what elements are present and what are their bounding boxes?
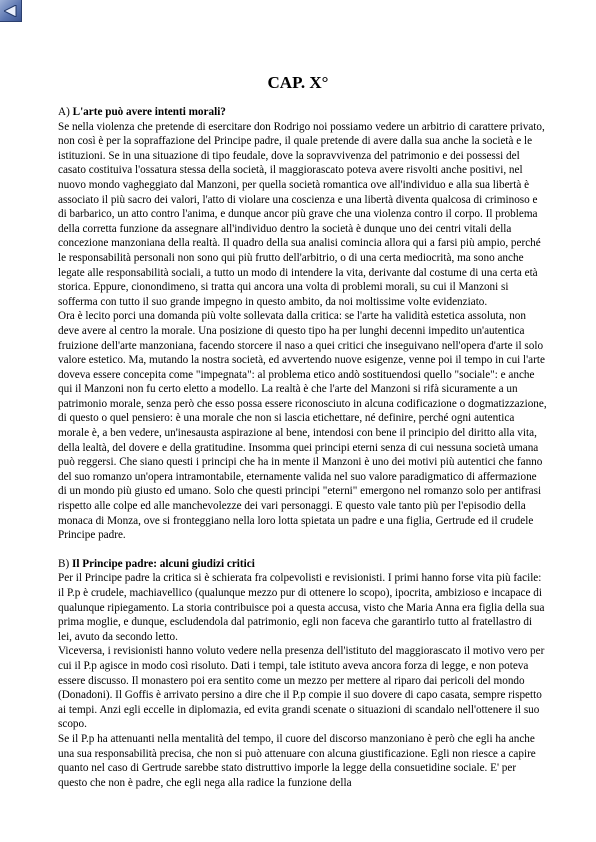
section-letter: B): [58, 557, 72, 570]
paragraph: Viceversa, i revisionisti hanno voluto vedere nella presenza dell'istituto del maggiorascato il motivo vero per cui il P.p agisce in modo così risoluto. Dati i tempi, tale istituto aveva ancora forza di legge, e non poteva essere discusso. Il monastero poi era sentito come un mezzo per mettere al riparo dai pericoli del mondo (Donadoni). Il Goffis è arrivato persino a dire che il P.p compie il suo dovere di capo casata, sempre rispetto ai tempi. Anzi egli eccelle in diplomazia, ed evita grandi scenate o situazioni di scandalo nell'ottenere il suo scopo.: [58, 645, 545, 731]
paragraph: Se nella violenza che pretende di esercitare don Rodrigo noi possiamo vedere un arbitrio di carattere privato, non così è per la sopraffazione del Principe padre, il quale pretende di avere dalla sua anche la società e le istituzioni. Se in una situazione di tipo feudale, dove la sopravvivenza del patrimonio e dei possessi del casato costituiva l'ossatura stessa della società, il maggiorascato poteva avere risvolti anche positivi, nel nuovo mondo vagheggiato dal Manzoni, per quella società romantica ove all'individuo e alla sua libertà è associato il più sacro dei valori, l'atto di violare una coscienza e una libertà diventa qualcosa di criminoso e di barbarico, un atto contro l'anima, e dunque ancor più grave che una violenza contro il corpo. Il problema della corretta funzione da assegnare all'individuo dentro la società è dunque uno dei centri vitali della concezione manzoniana della realtà. Il quadro della sua analisi comincia allora qui a farsi più ampio, perché le responsabilità personali non sono qui più frutto dell'arbitrio, o di una certa mediocrità, ma sono anche legate alle responsabilità sociali, a tutto un modo di intendere la vita, derivante dal costume di una certa età storica. Eppure, cionondimeno, si tratta qui ancora una volta di problemi morali, su cui il Manzoni si sofferma con tutto il suo grande impegno in questo ambito, da noi moltissime volte evidenziato.: [58, 120, 545, 308]
section-title: Il Principe padre: alcuni giudizi critici: [71, 557, 255, 570]
paragraph: Ora è lecito porci una domanda più volte sollevata dalla critica: se l'arte ha validità estetica assoluta, non deve avere al centro la morale. Una posizione di questo tipo ha per lunghi decenni impedito un'autentica fruizione dell'arte manzoniana, facendo storcere il naso a quei critici che inseguivano nell'opera d'arte il solo valore estetico. Ma, mutando la nostra società, ed avvertendo nuove esigenze, venne poi il tempo in cui l'arte doveva essere concepita come "impegnata": al problema etico andò sostituendosi quello "sociale": e anche qui il Manzoni non fu certo eletto a modello. La realtà è che l'arte del Manzoni si rifà sicuramente a un patrimonio morale, senza però che esso possa essere riconosciuto in alcuna codificazione o dogmatizzazione, di questo o quel pensiero: è una morale che non si lascia etichettare, né definire, perché ogni autentica morale è, a ben vedere, un'inesausta aspirazione al bene, intendosi con bene il principio del diritto alla vita, della lealtà, del dovere e della gratitudine. Insomma quei principi eterni senza di cui nessuna società umana può reggersi. Che siano questi i principi che ha in mente il Manzoni è uno dei motivi più autentici che fanno del suo romanzo un'opera intramontabile, eternamente valida nel suo valore paradigmatico di affermazione di un mondo più giusto ed umano. Solo che questi principi "eterni" emergono nel romanzo solo per antifrasi rispetto alle colpe ed alle manchevolezze dei vari personaggi. E questo vale tanto più per l'episodio della monaca di Monza, ove si fronteggiano nella loro lotta spietata un padre e una figlia, Gertrude ed il crudele Principe padre.: [58, 310, 547, 542]
document-body: [58, 105, 548, 790]
back-button[interactable]: [0, 0, 22, 22]
paragraph: Per il Principe padre la critica si è schierata fra colpevolisti e revisionisti. I primi hanno forse vita più facile: il P.p è crudele, machiavellico (qualunque mezzo pur di ottenere lo scopo), ipocrita, ambizioso e incapace di qualunque ripiegamento. La storia contribuisce poi a questa accusa, visto che Maria Anna era figlia della sua prima moglie, e dunque, escludendola dal patrimonio, egli non faceva che garantirlo tutto al fratellastro di lei, avuto da secondo letto.: [58, 572, 545, 643]
section-letter: A): [58, 106, 73, 118]
section-title: L'arte può avere intenti morali?: [72, 106, 226, 118]
section-a: [58, 105, 548, 543]
section-heading: [58, 105, 548, 120]
paragraph: Se il P.p ha attenuanti nella mentalità del tempo, il cuore del discorso manzoniano è però che egli ha anche una sua responsabilità precisa, che non si può attenuare con alcuna giustificazione. Egli non riesce a capire quanto nel caso di Gertrude sarebbe stato distruttivo imporle la legge della consuetidine sociale. E' per questo che non è padre, che egli nega alla radice la funzione della: [58, 732, 536, 789]
section-heading: [58, 557, 548, 572]
back-arrow-icon: [4, 5, 17, 17]
section-b: [58, 557, 548, 791]
chapter-title: CAP. X°: [267, 73, 329, 92]
